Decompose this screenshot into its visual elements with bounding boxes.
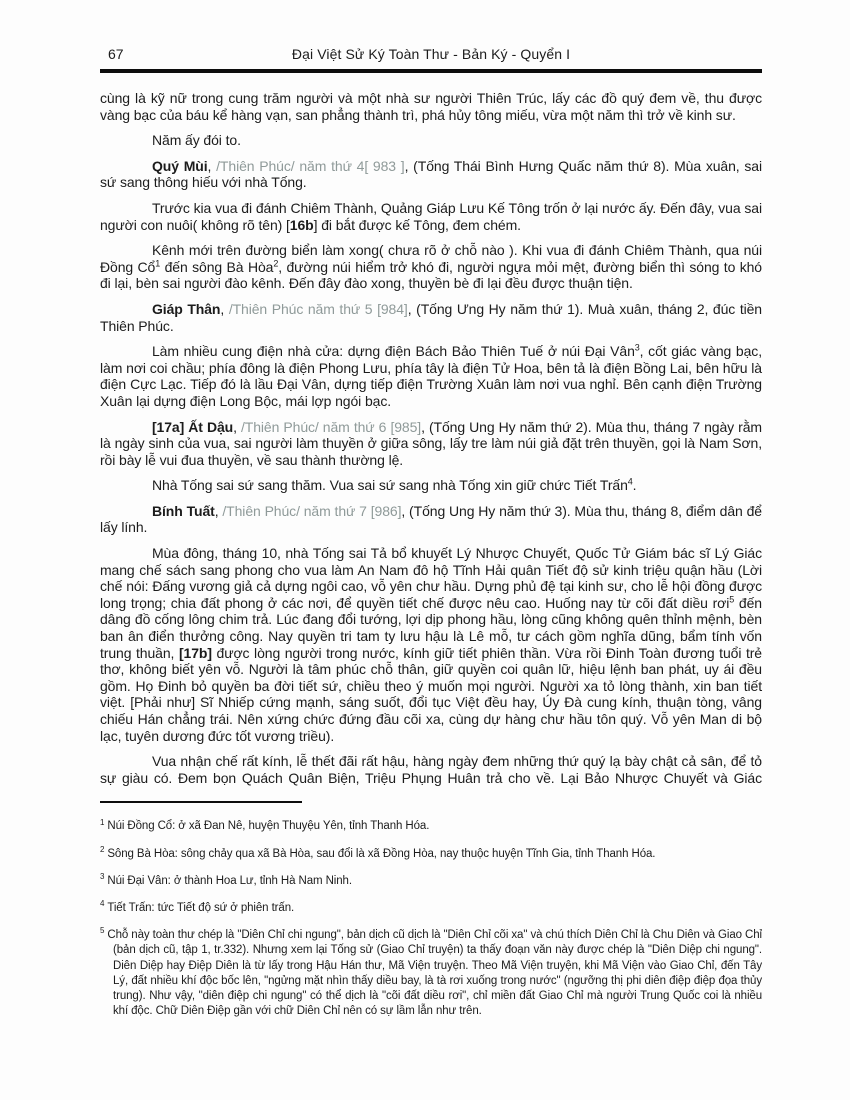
text-run: Trước kia vua đi đánh Chiêm Thành, Quảng Giáp Lưu Kế Tông trốn ở lại nước ấy. Đến đây, vua sai người con nuôi( không rõ tên) [ xyxy=(100,199,762,233)
footnote-ref: 4 xyxy=(627,476,633,487)
paragraph xyxy=(100,242,762,292)
page-title: Đại Việt Sử Ký Toàn Thư - Bản Ký - Quyển I xyxy=(291,46,571,62)
text-run: Năm ấy đói to. xyxy=(152,132,241,149)
paragraph xyxy=(100,753,762,786)
text-run: . xyxy=(632,477,637,494)
footnote-item xyxy=(100,844,762,862)
text-run: , (Tống Ưng Hy năm thứ 1). Muà xuân, tháng 2, đúc tiền Thiên Phúc. xyxy=(100,300,762,334)
footnote-number: 3 xyxy=(100,871,105,881)
footnote-item xyxy=(100,928,762,1019)
paragraph xyxy=(100,200,762,233)
year-name-bold: Giáp Thân xyxy=(152,300,221,317)
footnote-item xyxy=(100,901,762,916)
footnote-ref: 1 xyxy=(155,258,161,269)
era-name-text: /Thiên Phúc/ năm thứ 7 [986] xyxy=(222,502,402,519)
text-run: đến sông Bà Hòa xyxy=(160,258,274,275)
paragraph xyxy=(100,132,762,149)
footnote-item xyxy=(100,819,762,834)
text-run: , xyxy=(220,300,229,317)
footnote-number: 5 xyxy=(100,926,105,936)
text-run: Mùa đông, tháng 10, nhà Tống sai Tả bổ khuyết Lý Nhược Chuyết, Quốc Tử Giám bác sĩ Lý Giác mang chế sách sang phong cho vua làm An Nam đô hộ Tĩnh Hải quân Tiết độ sử kinh triệu quận hầu (Lời chế nói: Đấng vương giả cả dựng ngôi cao, vỗ yên chư hầu. Dựng phủ đệ tại kinh sư, cho lễ hội đồng được long trọng; chia đất phong ở các nơi, để quyền tiết chế được nêu cao. Huống nay từ cõi đất diều rơi xyxy=(100,545,762,611)
paragraph xyxy=(100,343,762,409)
footnotes-section xyxy=(100,801,762,1019)
era-name-text: /Thiên Phúc/ năm thứ 6 [985] xyxy=(240,418,422,435)
footnote-number: 2 xyxy=(100,844,105,854)
text-run: Vua nhận chế rất kính, lễ thết đãi rất hậu, hàng ngày đem những thứ quý lạ bày chật cả sân, để tỏ sự giàu có. Đem bọn Quách Quân Biện, Triệu Phụng Huân trả cho về. Lại Bảo Nhược Chuyết và Giác xyxy=(100,753,762,786)
text-run: đến dâng đồ cống lông chim trả. Lúc đang đổi tướng, lợi dịp phong hầu, lòng cũng không quên thỉnh mệnh, bèn ban ân điển thưởng công. Nay quyền tri tam ty lưu hậu là Lê mỗ, tư cách gồm nghĩa dũng, bẩm tính vốn trung thuần, xyxy=(100,594,762,661)
document-body xyxy=(100,90,762,786)
footnote-text: Sông Bà Hòa: sông chảy qua xã Bà Hòa, sau đổi là xã Đồng Hòa, nay thuộc huyện Tĩnh Gia, tỉnh Thanh Hóa. xyxy=(107,847,656,860)
page-number: 67 xyxy=(108,46,124,62)
era-name-text: /Thiên Phúc năm thứ 5 [984] xyxy=(228,300,408,317)
footnote-ref: 3 xyxy=(634,342,640,353)
text-run: ] đi bắt được kế Tông, đem chém. xyxy=(313,216,521,233)
footnote-item xyxy=(100,871,762,889)
paragraph xyxy=(100,545,762,744)
footnote-separator xyxy=(100,801,302,803)
year-name-bold: Quý Mùi xyxy=(152,157,208,174)
footnote-ref: 5 xyxy=(729,594,735,605)
paragraph xyxy=(100,301,762,334)
text-run: được lòng người trong nước, kính giữ tiết phiên thần. Vừa rồi Đinh Toàn đương tuổi trẻ thơ, không biết yên vỗ. Người là tâm phúc chỗ thân, giữ quyền coi quân lữ, hiệu lệnh ban phát, uy ái đều gồm. Họ Đinh bỏ quyền ba đời tiết sứ, chiều theo ý muốn mọi người. Người xa tỏ lòng thành, xin ban tiết việt. [Phải như] Sĩ Nhiếp cứng mạnh, sáng suốt, đổi tục Việt đều hay, Úy Đà cung kính, thuận tòng, vâng chiếu Hán chẳng trái. Nên xứng chức đứng đầu cõi xa, cùng dự hàng chư hầu tôn quý. Vỗ yên Man di bộ lạc, tuyên dương đức tốt vương triều). xyxy=(100,644,762,744)
text-run: Kênh mới trên đường biển làm xong( chưa rõ ở chỗ nào ). Khi vua đi đánh Chiêm Thành, qua núi Đồng Cổ xyxy=(100,242,762,275)
year-name-bold: [17b] xyxy=(178,644,212,661)
paragraph xyxy=(100,90,762,123)
text-run: , đường núi hiểm trở khó đi, người ngựa mỏi mệt, đường biển thì sóng to khó đi lại, bèn sai người đào kênh. Đến đây đào xong, thuyền bè đi lại đều được thuận tiện. xyxy=(100,258,762,292)
text-run: cùng là kỹ nữ trong cung trăm người và một nhà sư người Thiên Trúc, lấy các đồ quý đem về, thu được vàng bạc của báu kể hàng vạn, san phẳng thành trì, phá hủy tông miếu, vừa một năm thì trở về kinh sư. xyxy=(100,90,762,123)
text-run: , xyxy=(207,157,217,174)
text-run: , (Tống Ung Hy năm thứ 2). Mùa thu, tháng 7 ngày rằm là ngày sinh của vua, sai người làm thuyền ở giữa sông, lấy tre làm núi giả đặt trên thuyền, gọi là Nam Sơn, rồi bày lễ vui đua thuyền, về sau thành thường lệ. xyxy=(100,418,762,468)
text-run: Nhà Tống sai sứ sang thăm. Vua sai sứ sang nhà Tống xin giữ chức Tiết Trấn xyxy=(152,477,628,494)
footnote-number: 4 xyxy=(100,899,105,909)
footnote-text: Núi Đồng Cổ: ở xã Đan Nê, huyện Thuyệu Yên, tỉnh Thanh Hóa. xyxy=(107,820,430,833)
footnote-number: 1 xyxy=(100,817,105,827)
text-run: , xyxy=(233,418,241,435)
year-name-bold: [17a] Ất Dậu xyxy=(152,418,234,435)
year-name-bold: Bính Tuất xyxy=(152,502,215,519)
text-run: , xyxy=(214,502,223,519)
footnote-text: Tiết Trấn: tức Tiết độ sứ ở phiên trấn. xyxy=(107,901,295,914)
text-run: Làm nhiều cung điện nhà cửa: dựng điện Bách Bảo Thiên Tuế ở núi Đại Vân xyxy=(152,343,635,360)
paragraph xyxy=(100,503,762,536)
year-name-bold: 16b xyxy=(289,216,314,233)
text-run: , cốt giác vàng bạc, làm nơi coi chầu; phía đông là điện Phong Lưu, phía tây là điện Tử Hoa, bên tả là điện Bồng Lai, bên hữu là điện Cực Lạc. Tiếp đó là lầu Đại Vân, dựng tiếp điện Trường Xuân làm nơi vua nghỉ. Bên cạnh điện Trường Xuân lại dựng điện Long Bộc, mái lợp ngói bạc. xyxy=(100,343,762,409)
paragraph xyxy=(100,419,762,469)
page-header xyxy=(100,46,762,73)
text-run: , (Tống Ung Hy năm thứ 3). Mùa thu, tháng 8, điểm dân để lấy lính. xyxy=(100,502,762,536)
paragraph xyxy=(100,477,762,494)
footnote-ref: 2 xyxy=(273,258,279,269)
era-name-text: /Thiên Phúc/ năm thứ 4[ 983 ] xyxy=(216,157,405,174)
footnote-text: Chỗ này toàn thư chép là "Diên Chỉ chi ngung", bản dịch cũ dịch là "Diên Chỉ cõi xa" và chú thích Diên Chỉ là Chu Diên và Giao Chỉ (bản dịch cũ, tập 1, tr.332). Nhưng xem lại Tống sử (Giao Chỉ truyện) ta thấy đoạn văn này được chép là "Diên Diệp chi ngung". Diên Diệp hay Điệp Diên là từ lấy trong Hậu Hán thư, Mã Viện truyện. Theo Mã Viện truyện, khi Mã Viện vào Giao Chỉ, đến Tây Lý, đất nhiều khí độc bốc lên, "ngửng mặt nhìn thấy diều bay, là tà rơi xuống trong nước" (ngưỡng thị phi diên điệp điệp đọa thủy trung). Như vậy, "diên điệp chi ngung" có thể dịch là "cõi đất diều rơi", chỉ miền đất Giao Chỉ mà người Trung Quốc coi là nhiều khí độc. Chữ Diên Điệp gần với chữ Diên Chỉ nên có sự lầm lẫn như trên. xyxy=(107,929,762,1018)
footnote-text: Núi Đại Vân: ở thành Hoa Lư, tỉnh Hà Nam Ninh. xyxy=(107,874,352,887)
text-run: , (Tống Thái Bình Hưng Quấc năm thứ 8). Mùa xuân, sai sứ sang thông hiếu với nhà Tống. xyxy=(100,157,762,191)
footnote-list xyxy=(100,819,762,1019)
paragraph xyxy=(100,158,762,191)
